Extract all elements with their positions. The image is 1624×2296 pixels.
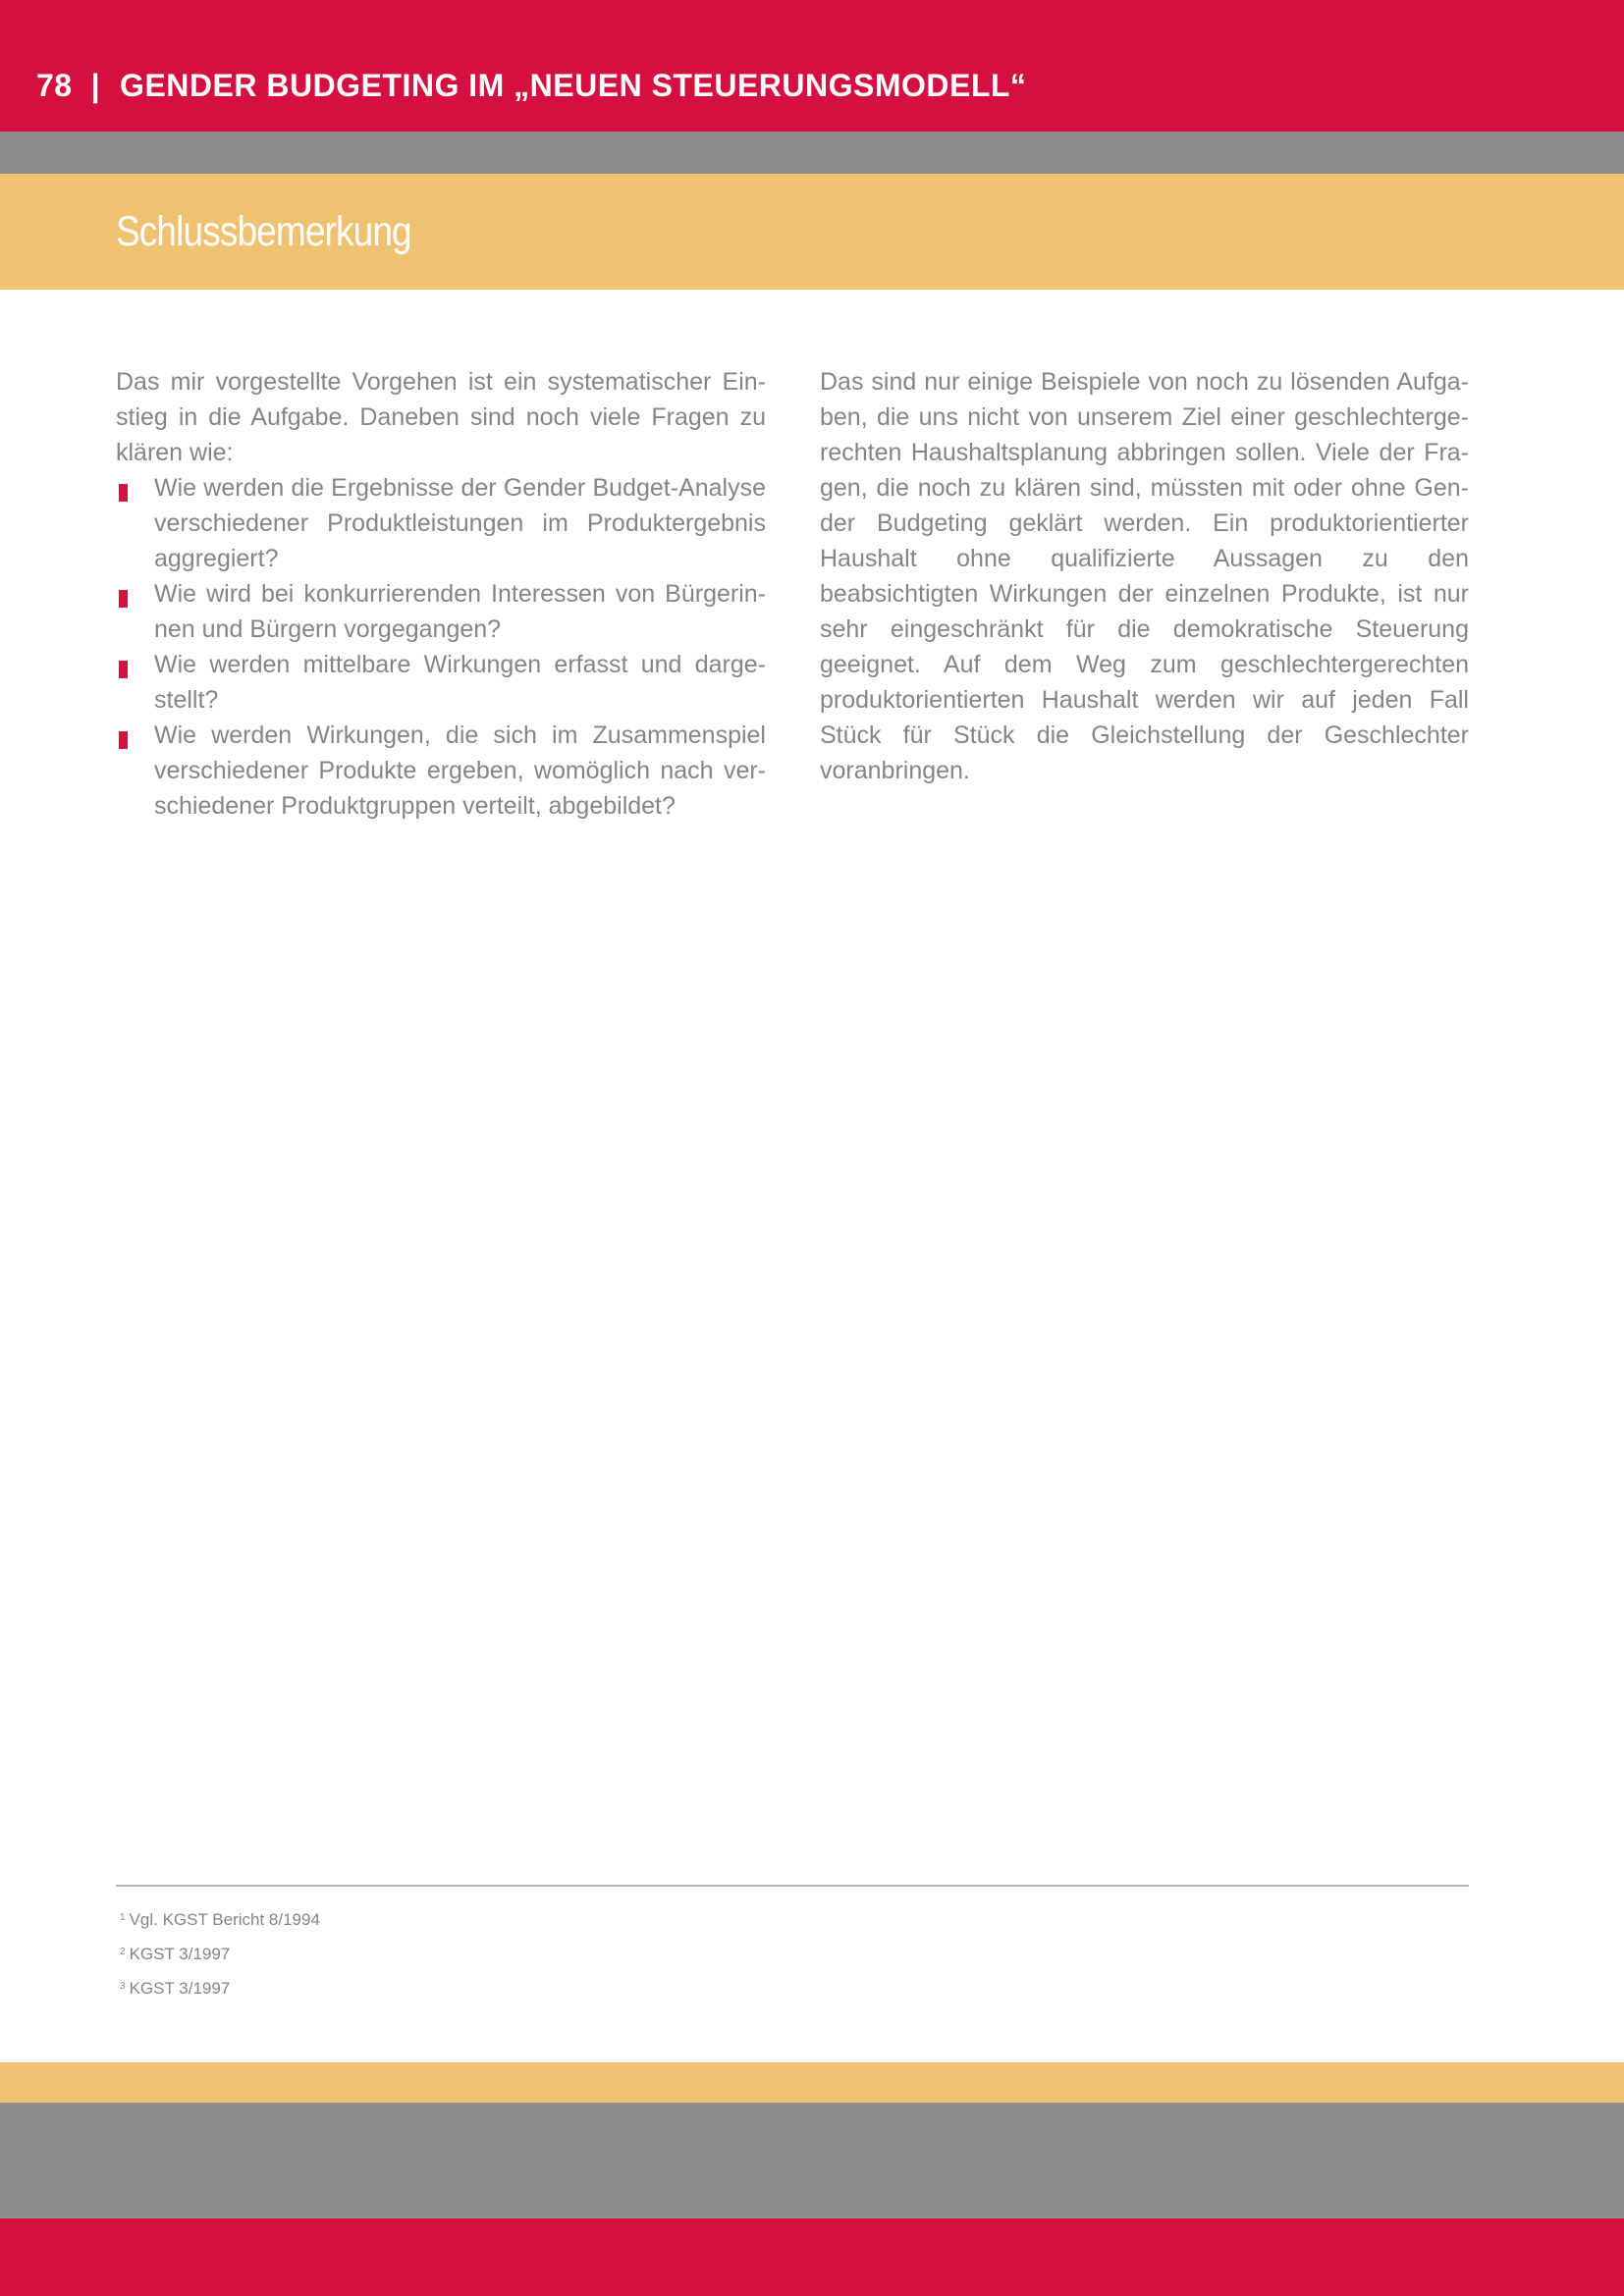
footnote-text: KGST 3/1997 (129, 1979, 231, 1998)
list-item-text: Wie wird bei konkurrierenden Interessen von Bürgerinnen und Bürgern vorgegangen? (154, 580, 766, 643)
footnote (120, 1970, 320, 2004)
bullet-marker (119, 590, 128, 608)
footnotes (120, 1901, 320, 2004)
right-column (820, 364, 1469, 788)
list-item (116, 647, 766, 718)
footnote (120, 1936, 320, 1970)
footer-red-band (0, 2218, 1624, 2296)
list-item (116, 718, 766, 824)
bullet-marker (119, 661, 128, 678)
footnote-number: 3 (120, 1981, 126, 1992)
left-column (116, 364, 766, 824)
list-item-text: Wie werden die Ergebnisse der Gender Budget-Analyse verschiedener Produktleistungen im Produktergebnis aggregiert? (154, 474, 766, 572)
bullet-marker (119, 484, 128, 502)
footer-gray-band (0, 2103, 1624, 2218)
running-header (36, 61, 1026, 110)
footnote-text: Vgl. KGST Bericht 8/1994 (129, 1910, 320, 1929)
intro-paragraph: Das mir vorgestellte Vorgehen ist ein systematischer Einstieg in die Aufgabe. Daneben sind noch viele Fragen zu klären wie: (116, 368, 766, 466)
section-title: Schlussbemerkung (116, 208, 411, 255)
question-list (116, 470, 766, 824)
page-number: 78 (36, 68, 73, 103)
footnote-text: KGST 3/1997 (129, 1945, 231, 1963)
conclusion-paragraph: Das sind nur einige Beispiele von noch zu lösenden Aufgaben, die uns nicht von unserem Ziel einer geschlechtergerechten Haushaltsplanung abbringen sollen. Viele der Fragen, die noch zu klären sind, müssten mit oder ohne Gender Budgeting geklärt werden. Ein produktorientierter Haushalt ohne qualifizierte Aussagen zu den beabsichtigten Wirkungen der einzelnen Produkte, ist nur sehr eingeschränkt für die demokratische Steuerung geeignet. Auf dem Weg zum geschlechtergerechten produktorientierten Haushalt werden wir auf jeden Fall Stück für Stück die Gleichstellung der Geschlechter voranbringen. (820, 368, 1469, 784)
footnote-divider (116, 1885, 1469, 1887)
list-item (116, 576, 766, 647)
bullet-marker (119, 731, 128, 749)
footnote (120, 1901, 320, 1936)
footnote-number: 1 (120, 1912, 126, 1923)
list-item (116, 470, 766, 576)
footnote-number: 2 (120, 1947, 126, 1957)
chapter-title: GENDER BUDGETING IM „NEUEN STEUERUNGSMODELL“ (120, 68, 1027, 103)
header-separator: | (90, 68, 101, 103)
footer-yellow-stripe (0, 2062, 1624, 2103)
list-item-text: Wie werden mittelbare Wirkungen erfasst und dargestellt? (154, 651, 766, 714)
list-item-text: Wie werden Wirkungen, die sich im Zusammenspiel verschiedener Produkte ergeben, womöglich nach verschiedener Produktgruppen verteilt, abgebildet? (154, 721, 766, 820)
header-gray-stripe (0, 132, 1624, 174)
